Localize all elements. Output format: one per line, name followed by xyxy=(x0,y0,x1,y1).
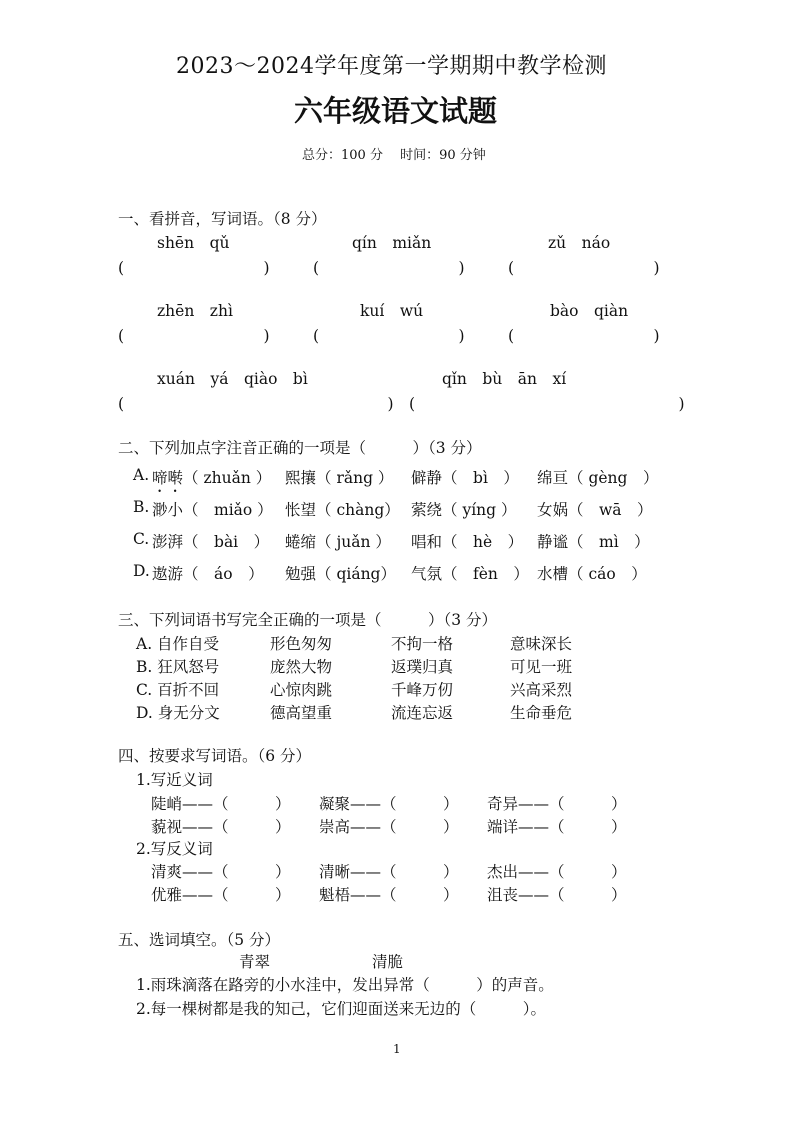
pinyin-7: xuán yá qiào bì xyxy=(157,370,308,388)
pinyin: （ fèn ） xyxy=(442,565,529,583)
word: 勉强 xyxy=(285,565,317,583)
word: 蜷缩 xyxy=(285,533,317,551)
choice-cell: 不拘一格 xyxy=(391,635,454,653)
subheading-synonym: 1.写近义词 xyxy=(136,771,213,789)
pinyin-2: qín miǎn xyxy=(352,234,432,252)
pinyin: （ gèng ） xyxy=(568,469,659,487)
exam-title: 2023～2024学年度第一学期期中教学检测 xyxy=(176,54,607,79)
word: 熙攘 xyxy=(285,469,317,487)
score-time: 总分：100 分 时间：90 分钟 xyxy=(302,148,486,163)
pinyin: （ qiáng） xyxy=(316,565,396,583)
subject-title: 六年级语文试题 xyxy=(294,94,498,128)
word: 澎湃 xyxy=(152,533,184,551)
page-number: 1 xyxy=(393,1042,401,1056)
word: 唱和 xyxy=(411,533,443,551)
synonym-item[interactable]: 藐视——（ ） xyxy=(151,818,291,836)
choice-cell: 意味深长 xyxy=(510,635,573,653)
question-1[interactable]: 1.雨珠滴落在路旁的小水洼中，发出异常（ ）的声音。 xyxy=(136,976,554,994)
synonym-item[interactable]: 崇高——（ ） xyxy=(319,818,459,836)
word: 遨游 xyxy=(152,565,184,583)
choice-cell: 可见一班 xyxy=(510,658,573,676)
word: 气氛 xyxy=(411,565,443,583)
word: 啼啭 xyxy=(152,469,184,487)
answer-bracket[interactable]: ( ) xyxy=(409,395,685,413)
option-D-label: D. xyxy=(133,562,150,580)
option-B-label: B. xyxy=(133,498,150,516)
antonym-item[interactable]: 清晰——（ ） xyxy=(319,863,459,881)
choice-cell: B. 狂风怒号 xyxy=(136,658,220,676)
choice-cell: 德高望重 xyxy=(270,704,333,722)
pinyin: （ zhuǎn ） xyxy=(183,469,272,487)
word-choice: 青翠 xyxy=(239,953,271,971)
antonym-item[interactable]: 优雅——（ ） xyxy=(151,886,291,904)
pinyin: （ rǎng ） xyxy=(316,469,394,487)
pinyin: （ hè ） xyxy=(442,533,524,551)
answer-bracket[interactable]: ( ) xyxy=(508,259,660,277)
option-A-label: A. xyxy=(133,466,150,484)
choice-cell: 流连忘返 xyxy=(391,704,454,722)
word: 水槽 xyxy=(537,565,569,583)
choice-cell: 庞然大物 xyxy=(270,658,333,676)
word: 女娲 xyxy=(537,501,569,519)
word: 渺小 xyxy=(152,501,184,519)
antonym-item[interactable]: 沮丧——（ ） xyxy=(487,886,627,904)
pinyin: （ miǎo ） xyxy=(183,501,273,519)
pinyin: （ mì ） xyxy=(568,533,650,551)
pinyin: （ juǎn ） xyxy=(316,533,391,551)
synonym-item[interactable]: 端详——（ ） xyxy=(487,818,627,836)
section-5-heading: 五、选词填空。（5 分） xyxy=(118,931,281,949)
section-3-heading: 三、下列词语书写完全正确的一项是（ ）（3 分） xyxy=(118,611,498,629)
section-1-heading: 一、看拼音，写词语。（8 分） xyxy=(118,210,327,228)
choice-cell: 生命垂危 xyxy=(510,704,573,722)
section-2-heading: 二、下列加点字注音正确的一项是（ ）（3 分） xyxy=(118,439,482,457)
pinyin: （ bài ） xyxy=(183,533,270,551)
pinyin-1: shēn qǔ xyxy=(157,234,230,252)
option-C-label: C. xyxy=(133,530,150,548)
answer-bracket[interactable]: ( ) xyxy=(508,327,660,345)
word: 僻静 xyxy=(411,469,443,487)
question-2[interactable]: 2.每一棵树都是我的知己，它们迎面送来无边的（ ）。 xyxy=(136,1000,547,1018)
answer-bracket[interactable]: ( ) xyxy=(118,259,270,277)
pinyin-6: bào qiàn xyxy=(550,302,629,320)
choice-cell: 千峰万仞 xyxy=(391,681,454,699)
word: 静谧 xyxy=(537,533,569,551)
pinyin-8: qǐn bù ān xí xyxy=(442,370,567,388)
answer-bracket[interactable]: ( ) xyxy=(118,327,270,345)
choice-cell: A. 自作自受 xyxy=(136,635,220,653)
pinyin: （ áo ） xyxy=(183,565,264,583)
answer-bracket[interactable]: ( ) xyxy=(313,259,465,277)
synonym-item[interactable]: 奇异——（ ） xyxy=(487,795,627,813)
section-4-heading: 四、按要求写词语。（6 分） xyxy=(118,747,312,765)
pinyin-4: zhēn zhì xyxy=(157,302,233,320)
choice-cell: C. 百折不回 xyxy=(136,681,220,699)
word: 绵亘 xyxy=(537,469,569,487)
pinyin-3: zǔ náo xyxy=(548,234,611,252)
choice-cell: 兴高采烈 xyxy=(510,681,573,699)
word: 怅望 xyxy=(285,501,317,519)
answer-bracket[interactable]: ( ) xyxy=(313,327,465,345)
pinyin: （ bì ） xyxy=(442,469,519,487)
choice-cell: D. 身无分文 xyxy=(136,704,220,722)
pinyin-5: kuí wú xyxy=(360,302,424,320)
pinyin: （ yíng ） xyxy=(442,501,517,519)
choice-cell: 心惊肉跳 xyxy=(270,681,333,699)
choice-cell: 返璞归真 xyxy=(391,658,454,676)
synonym-item[interactable]: 陡峭——（ ） xyxy=(151,795,291,813)
pinyin: （ chàng） xyxy=(316,501,400,519)
choice-cell: 形色匆匆 xyxy=(270,635,333,653)
pinyin: （ cáo ） xyxy=(568,565,647,583)
pinyin: （ wā ） xyxy=(568,501,653,519)
antonym-item[interactable]: 魁梧——（ ） xyxy=(319,886,459,904)
subheading-antonym: 2.写反义词 xyxy=(136,840,213,858)
word: 萦绕 xyxy=(411,501,443,519)
word-choice: 清脆 xyxy=(372,953,404,971)
antonym-item[interactable]: 杰出——（ ） xyxy=(487,863,627,881)
answer-bracket[interactable]: ( ) xyxy=(118,395,394,413)
synonym-item[interactable]: 凝聚——（ ） xyxy=(319,795,459,813)
antonym-item[interactable]: 清爽——（ ） xyxy=(151,863,291,881)
